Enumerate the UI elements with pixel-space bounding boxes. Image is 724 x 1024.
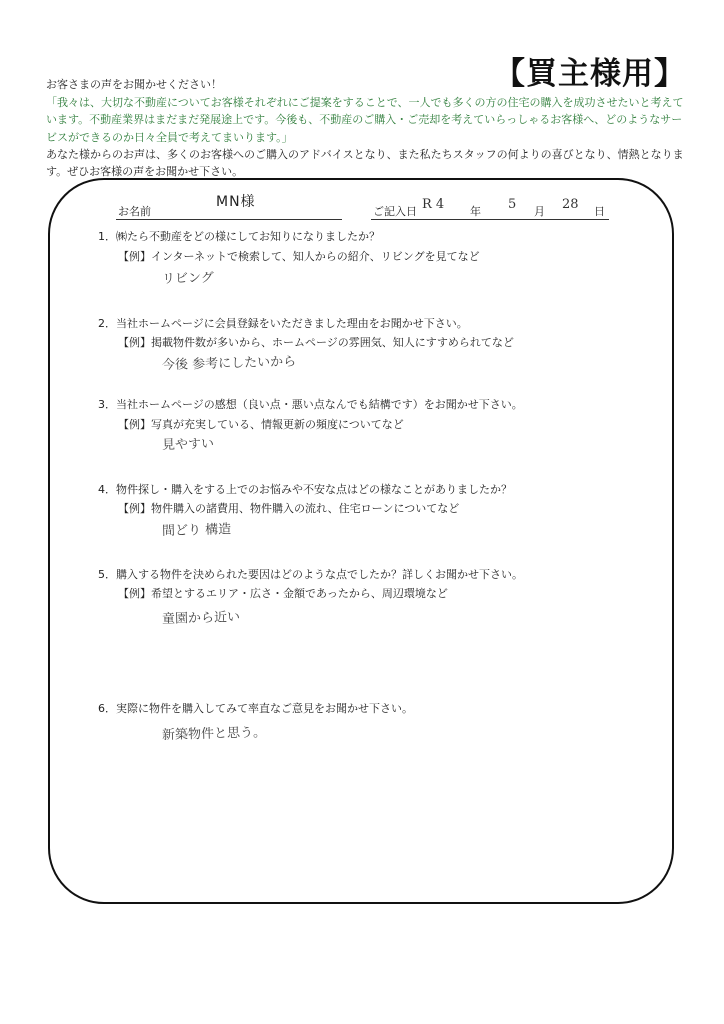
name-underline <box>116 219 342 220</box>
year-label: 年 <box>470 205 481 218</box>
question-5: 5．購入する物件を決められた要因はどのような点でしたか？詳しくお聞かせ下さい。 <box>98 568 523 581</box>
example-3: 【例】写真が充実している、情報更新の頻度についてなど <box>118 418 404 431</box>
mission-statement: 「我々は、大切な不動産についてお客様それぞれにご提案をすることで、一人でも多くの方の住宅の購入を成功させたいと考えています。不動産業界はまだまだ発展途上です。今後も、不動産のご購入・ご売却を考えていらっしゃるお客様へ、どのようなサービスができるのか日々全員で考えてまいります。」 <box>46 96 684 144</box>
answer-1: リビング <box>161 270 214 287</box>
request-text: あなた様からのお声は、多くのお客様へのご購入のアドバイスとなり、また私たちスタッフの何よりの喜びとなり、情熱となります。ぜひお客様の声をお聞かせ下さい。 <box>46 148 684 179</box>
answer-4: 間どり 構造 <box>161 522 232 539</box>
question-2: 2．当社ホームページに会員登録をいただきました理由をお聞かせ下さい。 <box>98 317 468 330</box>
date-underline <box>371 219 609 220</box>
day-label: 日 <box>594 205 605 218</box>
example-5: 【例】希望とするエリア・広さ・金額であったから、周辺環境など <box>118 587 448 600</box>
date-day-value: 28 <box>562 197 579 212</box>
form-type-badge: 【買主様用】 <box>494 56 686 92</box>
answer-3: 見やすい <box>161 436 215 453</box>
greeting-text: お客さまの声をお聞かせください！ <box>46 78 222 91</box>
name-label: お名前 <box>118 205 151 218</box>
question-1: 1．㈱たら不動産をどの様にしてお知りになりましたか？ <box>98 230 380 243</box>
question-6: 6．実際に物件を購入してみて率直なご意見をお聞かせ下さい。 <box>98 702 413 715</box>
example-2: 【例】掲載物件数が多いから、ホームページの雰囲気、知人にすすめられてなど <box>118 336 514 349</box>
month-label: 月 <box>534 205 545 218</box>
name-value: MN様 <box>216 194 256 210</box>
question-3: 3．当社ホームページの感想（良い点・悪い点なんでも結構です）をお聞かせ下さい。 <box>98 398 523 411</box>
question-4: 4．物件探し・購入をする上でのお悩みや不安な点はどの様なことがありましたか？ <box>98 483 512 496</box>
survey-frame <box>48 178 674 904</box>
answer-2: 今後 参考にしたいから <box>161 354 297 373</box>
date-month-value: 5 <box>508 197 517 212</box>
example-4: 【例】物件購入の諸費用、物件購入の流れ、住宅ローンについてなど <box>118 502 460 515</box>
date-year-value: R 4 <box>422 197 445 212</box>
example-1: 【例】インターネットで検索して、知人からの紹介、リビングを見てなど <box>118 250 480 263</box>
answer-6: 新築物件と思う。 <box>161 725 267 743</box>
date-label: ご記入日 <box>373 205 417 218</box>
answer-5: 童園から近い <box>161 609 241 627</box>
